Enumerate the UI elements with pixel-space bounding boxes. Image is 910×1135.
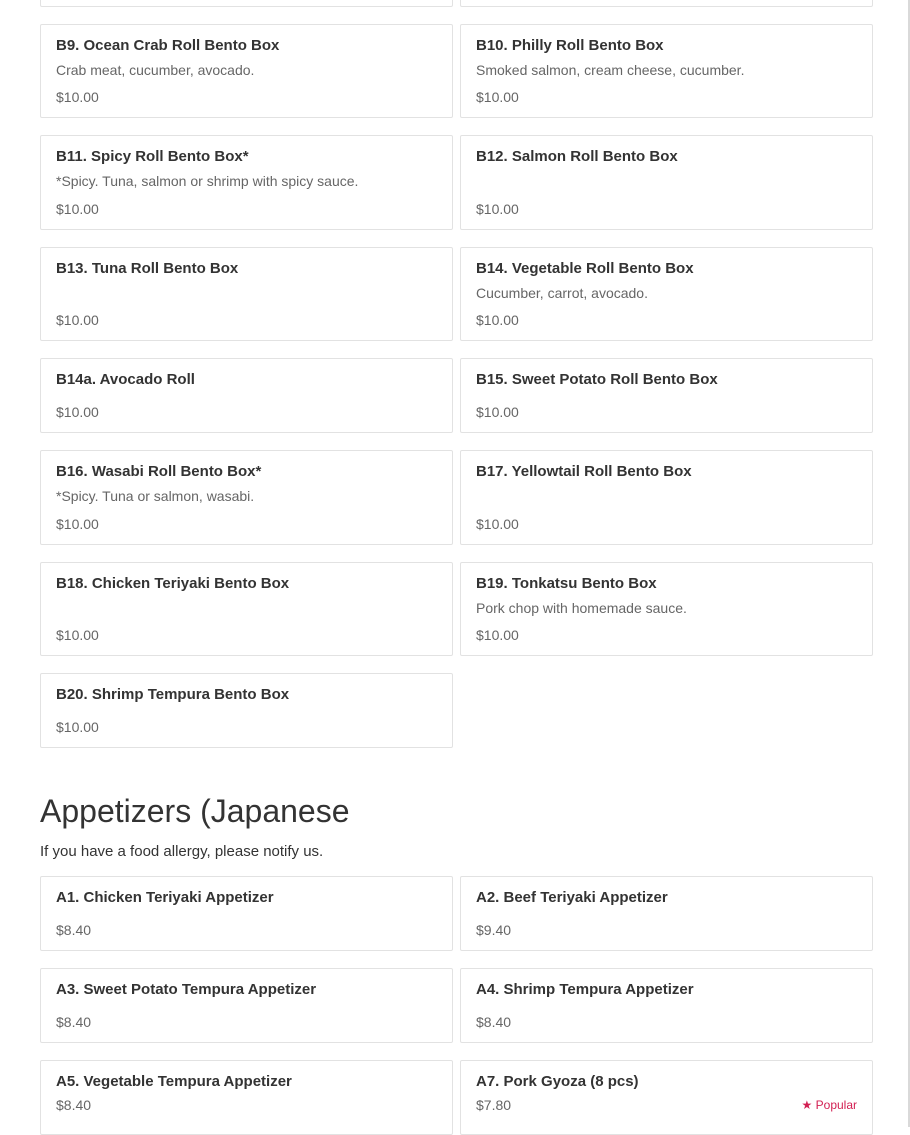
menu-item-card[interactable] [40,0,453,7]
menu-item-card[interactable] [40,673,453,748]
item-name: A7. Pork Gyoza (8 pcs) [476,1073,639,1090]
item-name: B17. Yellowtail Roll Bento Box [476,463,692,480]
menu-item-card[interactable] [40,1060,453,1135]
menu-item-card[interactable] [460,1060,873,1135]
item-description: *Spicy. Tuna or salmon, wasabi. [56,488,255,504]
popular-badge: ★ Popular [801,1098,857,1112]
item-name: B19. Tonkatsu Bento Box [476,575,657,592]
item-price: $7.80 [476,1097,512,1113]
item-name: B15. Sweet Potato Roll Bento Box [476,371,718,388]
menu-item-card[interactable] [460,0,873,7]
menu-item-card[interactable] [460,562,873,656]
item-name: A5. Vegetable Tempura Appetizer [56,1073,292,1090]
menu-item-card[interactable] [40,876,453,951]
item-price: $10.00 [476,312,519,328]
item-price: $10.00 [56,404,99,420]
item-price: $10.00 [476,201,519,217]
menu-item-card[interactable] [40,247,453,341]
item-price: $10.00 [476,404,519,420]
item-name: B16. Wasabi Roll Bento Box* [56,463,262,480]
menu-item-card[interactable] [40,968,453,1043]
item-description: Pork chop with homemade sauce. [476,600,687,616]
item-name: B14a. Avocado Roll [56,371,195,388]
item-description: Crab meat, cucumber, avocado. [56,62,255,78]
menu-item-card[interactable] [40,135,453,230]
item-name: A1. Chicken Teriyaki Appetizer [56,889,274,906]
menu-item-card[interactable] [40,358,453,433]
item-price: $10.00 [476,89,519,105]
item-price: $10.00 [476,516,519,532]
item-name: B12. Salmon Roll Bento Box [476,148,678,165]
item-price: $8.40 [56,1014,92,1030]
item-price: $8.40 [476,1014,512,1030]
item-price: $8.40 [56,922,92,938]
section-title: Appetizers (Japanese [40,793,350,829]
item-name: A3. Sweet Potato Tempura Appetizer [56,981,317,998]
menu-item-card[interactable] [460,876,873,951]
item-name: A4. Shrimp Tempura Appetizer [476,981,694,998]
item-name: A2. Beef Teriyaki Appetizer [476,889,668,906]
menu-item-card[interactable] [460,450,873,545]
item-price: $9.40 [476,922,512,938]
menu-item-card[interactable] [40,562,453,656]
item-name: B9. Ocean Crab Roll Bento Box [56,37,280,54]
section-note: If you have a food allergy, please notify us. [40,843,324,860]
item-description: Cucumber, carrot, avocado. [476,285,648,301]
item-price: $10.00 [56,516,99,532]
item-description: *Spicy. Tuna, salmon or shrimp with spicy sauce. [56,173,359,189]
menu-item-card[interactable] [460,968,873,1043]
menu-item-card[interactable] [460,24,873,118]
item-name: B18. Chicken Teriyaki Bento Box [56,575,290,592]
menu-item-card[interactable] [460,247,873,341]
item-name: B20. Shrimp Tempura Bento Box [56,686,290,703]
item-price: $10.00 [56,312,99,328]
item-name: B10. Philly Roll Bento Box [476,37,664,54]
item-price: $10.00 [476,627,519,643]
item-description: Smoked salmon, cream cheese, cucumber. [476,62,745,78]
item-name: B11. Spicy Roll Bento Box* [56,148,249,165]
item-name: B14. Vegetable Roll Bento Box [476,260,694,277]
menu-item-card[interactable] [460,135,873,230]
item-price: $8.40 [56,1097,92,1113]
item-name: B13. Tuna Roll Bento Box [56,260,239,277]
item-price: $10.00 [56,201,99,217]
menu-item-card[interactable] [460,358,873,433]
menu-item-card[interactable] [40,24,453,118]
item-price: $10.00 [56,89,99,105]
menu-item-card[interactable] [40,450,453,545]
item-price: $10.00 [56,719,99,735]
item-price: $10.00 [56,627,99,643]
